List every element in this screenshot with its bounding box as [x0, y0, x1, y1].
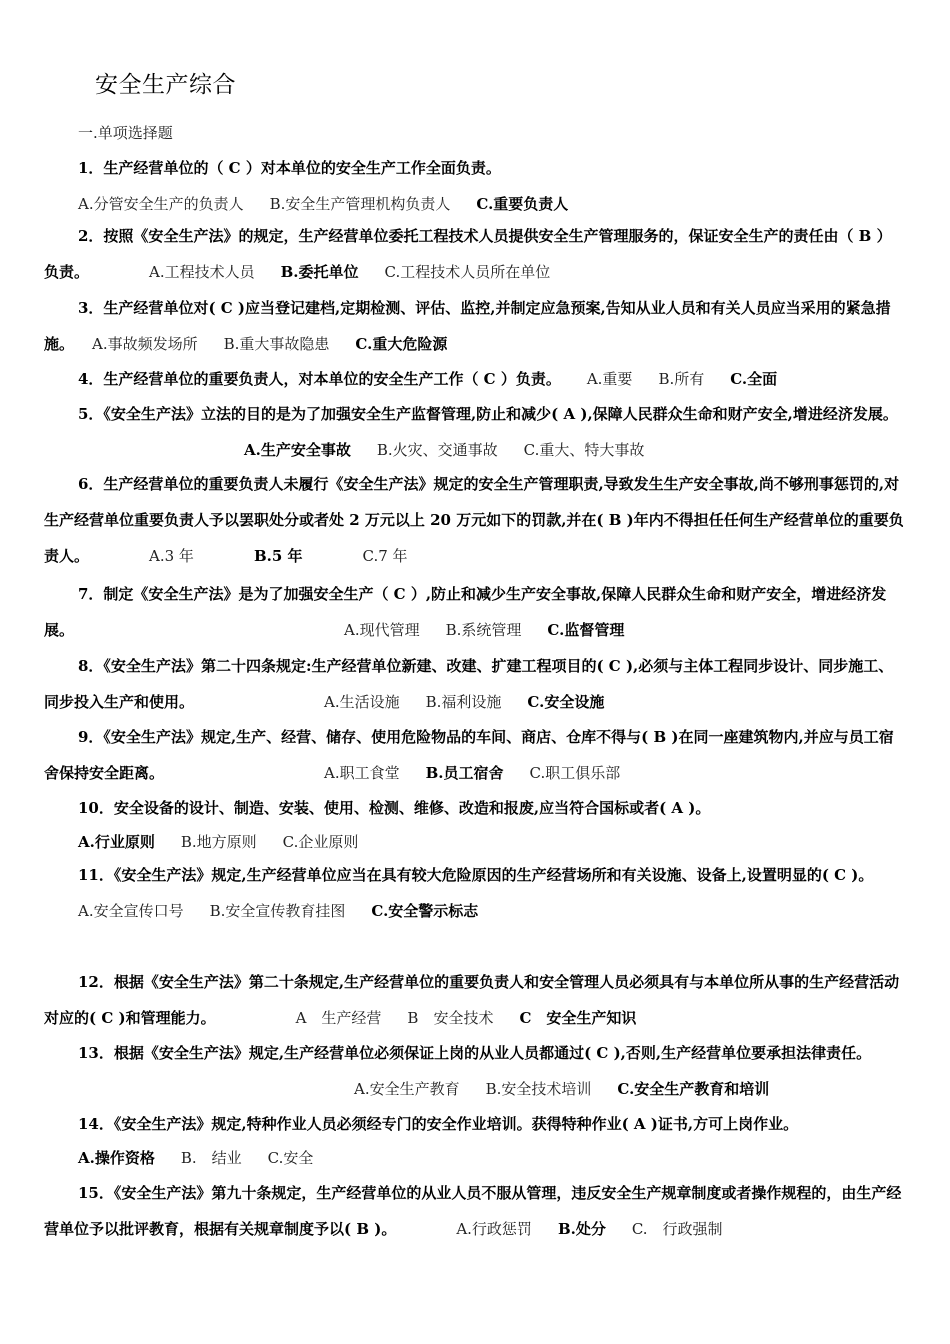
question-stem: 8．《安全生产法》第二十四条规定:生产经营单位新建、改建、扩建工程项目的( C ),必须与主体工程同步设计、同步施工、同步投入生产和使用。 — [44, 657, 894, 711]
question-11 — [44, 857, 906, 929]
option-a: A.工程技术人员 — [149, 263, 255, 281]
question-stem: 11．《安全生产法》规定,生产经营单位应当在具有较大危险原因的生产经营场所和有关设施、设备上,设置明显的( C )。 — [78, 866, 874, 884]
option-c: C.监督管理 — [547, 621, 625, 639]
option-b: B.委托单位 — [280, 263, 359, 281]
option-a: A.行业原则 — [78, 833, 155, 851]
question-stem: 7．制定《安全生产法》是为了加强安全生产（ C ）,防止和减少生产安全事故,保障人民群众生命和财产安全，增进经济发展。 — [44, 585, 887, 639]
question-stem: 12．根据《安全生产法》第二十条规定,生产经营单位的重要负责人和安全管理人员必须具有与本单位所从事的生产经营活动对应的( C )和管理能力。 — [44, 973, 900, 1027]
option-b: B.员工宿舍 — [425, 764, 504, 782]
option-c: C.全面 — [730, 370, 778, 388]
option-a: A.生产安全事故 — [244, 441, 351, 459]
option-b: B 安全技术 — [407, 1009, 494, 1027]
option-a: A.事故频发场所 — [92, 335, 198, 353]
option-b: B.系统管理 — [445, 621, 522, 639]
option-a: A.重要 — [586, 370, 633, 388]
option-c: C.重大危险源 — [355, 335, 448, 353]
option-b: B.5 年 — [253, 547, 303, 565]
option-a: A.生活设施 — [324, 693, 400, 711]
question-stem: 6．生产经营单位的重要负责人未履行《安全生产法》规定的安全生产管理职责,导致发生生产安全事故,尚不够刑事惩罚的,对生产经营单位重要负责人予以罢职处分或者处 2 万元以上 20 万元如下的罚款,并在( B )年内不得担任任何生产经营单位的重要负责人。 — [44, 475, 904, 565]
option-c: C.企业原则 — [282, 833, 359, 851]
option-a: A.安全生产教育 — [354, 1080, 460, 1098]
option-c: C.重大、特大事故 — [523, 441, 645, 459]
option-c: C.安全 — [267, 1149, 314, 1167]
option-a: A.行政惩罚 — [456, 1220, 532, 1238]
section-heading: 一.单项选择题 — [78, 124, 173, 142]
option-c: C. 行政强制 — [631, 1220, 723, 1238]
question-1 — [44, 150, 906, 222]
option-b: B.安全技术培训 — [485, 1080, 592, 1098]
question-4 — [44, 361, 906, 397]
document-title: 安全生产综合 — [95, 72, 236, 98]
option-c: C.工程技术人员所在单位 — [384, 263, 551, 281]
option-b: B.所有 — [658, 370, 705, 388]
question-9 — [44, 719, 906, 791]
question-stem: 14．《安全生产法》规定,特种作业人员必须经专门的安全作业培训。获得特种作业( A )证书,方可上岗作业。 — [78, 1115, 799, 1133]
question-stem: 2．按照《安全生产法》的规定，生产经营单位委托工程技术人员提供安全生产管理服务的，保证安全生产的责任由（ B ）负责。 — [44, 227, 892, 281]
question-13 — [44, 1035, 906, 1107]
option-b: B.安全生产管理机构负责人 — [269, 195, 451, 213]
question-10 — [44, 790, 906, 860]
option-c: C.安全生产教育和培训 — [617, 1080, 770, 1098]
option-b: B.地方原则 — [180, 833, 257, 851]
option-c: C.重要负责人 — [476, 195, 569, 213]
option-c: C.安全警示标志 — [371, 902, 479, 920]
option-a: A.现代管理 — [344, 621, 420, 639]
question-8 — [44, 648, 906, 720]
option-a: A.3 年 — [149, 547, 194, 565]
question-stem: 13．根据《安全生产法》规定,生产经营单位必须保证上岗的从业人员都通过( C ),否则,生产经营单位要承担法律责任。 — [78, 1044, 872, 1062]
question-12 — [44, 964, 906, 1036]
question-stem: 5．《安全生产法》立法的目的是为了加强安全生产监督管理,防止和减少( A ),保障人民群众生命和财产安全,增进经济发展。 — [78, 405, 898, 423]
option-c: C.7 年 — [362, 547, 408, 565]
option-b: B.火灾、交通事故 — [376, 441, 498, 459]
question-stem: 15．《安全生产法》第九十条规定，生产经营单位的从业人员不服从管理，违反安全生产规章制度或者操作规程的，由生产经营单位予以批评教育，根据有关规章制度予以( B )。 — [44, 1184, 902, 1238]
question-stem: 9．《安全生产法》规定,生产、经营、储存、使用危险物品的车间、商店、仓库不得与( B )在同一座建筑物内,并应与员工宿舍保持安全距离。 — [44, 728, 894, 782]
option-a: A.操作资格 — [78, 1149, 155, 1167]
option-b: B.重大事故隐患 — [223, 335, 330, 353]
option-a: A 生产经营 — [295, 1009, 382, 1027]
option-a: A.安全宣传口号 — [78, 902, 184, 920]
question-7 — [44, 576, 906, 648]
option-b: B.处分 — [557, 1220, 606, 1238]
question-6 — [44, 466, 906, 574]
option-a: A.分管安全生产的负责人 — [78, 195, 244, 213]
question-3 — [44, 290, 906, 362]
question-stem: 10．安全设备的设计、制造、安装、使用、检测、维修、改造和报废,应当符合国标或者( A )。 — [78, 799, 711, 817]
question-stem: 4．生产经营单位的重要负责人，对本单位的安全生产工作（ C ）负责。 — [78, 370, 561, 388]
option-c: C.职工俱乐部 — [529, 764, 621, 782]
option-b: B. 结业 — [180, 1149, 242, 1167]
option-c: C 安全生产知识 — [519, 1009, 637, 1027]
question-stem: 1．生产经营单位的（ C ）对本单位的安全生产工作全面负责。 — [78, 159, 501, 177]
option-a: A.职工食堂 — [324, 764, 400, 782]
question-stem: 3．生产经营单位对( C )应当登记建档,定期检测、评估、监控,并制定应急预案,告知从业人员和有关人员应当采用的紧急措施。 — [44, 299, 891, 353]
option-c: C.安全设施 — [527, 693, 605, 711]
option-b: B.安全宣传教育挂图 — [209, 902, 346, 920]
question-2 — [44, 218, 906, 290]
question-14 — [44, 1106, 906, 1176]
question-5 — [44, 396, 906, 468]
question-15 — [44, 1175, 906, 1247]
option-b: B.福利设施 — [425, 693, 502, 711]
